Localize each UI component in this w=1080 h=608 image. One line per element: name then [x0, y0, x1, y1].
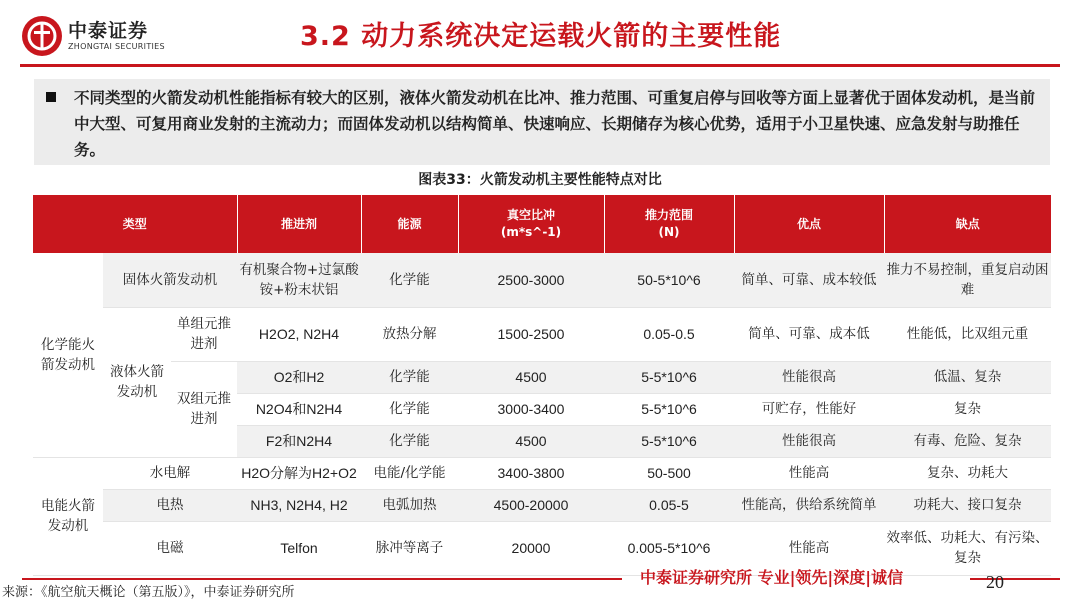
- cell-propellant: Telfon: [237, 521, 361, 575]
- cell-pros: 性能很高: [734, 425, 884, 457]
- footer-divider-right: [970, 578, 1060, 580]
- square-bullet-icon: [46, 92, 56, 102]
- cell-pros: 简单、可靠、成本较低: [734, 253, 884, 307]
- cell-pros: 可贮存，性能好: [734, 393, 884, 425]
- cell-thrust: 5-5*10^6: [604, 393, 734, 425]
- cell-isp: 3000-3400: [458, 393, 604, 425]
- table-row: [33, 361, 1051, 393]
- group-liquid: 液体火箭发动机: [103, 307, 171, 457]
- cell-thrust: 5-5*10^6: [604, 425, 734, 457]
- header-type: 类型: [33, 195, 237, 253]
- header-cons: 缺点: [884, 195, 1051, 253]
- footer-divider-left: [22, 578, 622, 580]
- table-header-row: [33, 195, 1051, 253]
- group-bipropellant: 双组元推进剂: [171, 361, 237, 457]
- cell-isp: 3400-3800: [458, 457, 604, 489]
- cell-isp: 1500-2500: [458, 307, 604, 361]
- table-row: [33, 457, 1051, 489]
- header-propellant: 推进剂: [237, 195, 361, 253]
- table-row: [33, 521, 1051, 575]
- cell-isp: 4500: [458, 361, 604, 393]
- table-row: [33, 253, 1051, 307]
- cell-thrust: 0.005-5*10^6: [604, 521, 734, 575]
- cell-pros: 性能高: [734, 521, 884, 575]
- cell-thrust: 50-5*10^6: [604, 253, 734, 307]
- cell-type: 固体火箭发动机: [103, 253, 237, 307]
- table-row: [33, 489, 1051, 521]
- cell-propellant: NH3, N2H4, H2: [237, 489, 361, 521]
- group-electric: 电能火箭发动机: [33, 457, 103, 575]
- cell-propellant: N2O4和N2H4: [237, 393, 361, 425]
- table-row: [33, 307, 1051, 361]
- cell-pros: 性能很高: [734, 361, 884, 393]
- cell-thrust: 0.05-0.5: [604, 307, 734, 361]
- logo-english-name: ZHONGTAI SECURITIES: [68, 42, 165, 51]
- cell-energy: 脉冲等离子: [361, 521, 458, 575]
- cell-energy: 化学能: [361, 393, 458, 425]
- source-note: 来源：《航空航天概论（第五版）》，中泰证券研究所: [2, 585, 295, 600]
- cell-isp: 20000: [458, 521, 604, 575]
- cell-propellant: H2O分解为H2+O2: [237, 457, 361, 489]
- cell-pros: 性能高，供给系统简单: [734, 489, 884, 521]
- slide-title: 3.2 动力系统决定运载火箭的主要性能: [300, 21, 782, 52]
- cell-isp: 4500-20000: [458, 489, 604, 521]
- cell-type: 水电解: [103, 457, 237, 489]
- cell-pros: 性能高: [734, 457, 884, 489]
- header-isp: 真空比冲 (m*s^-1): [458, 195, 604, 253]
- cell-thrust: 50-500: [604, 457, 734, 489]
- cell-propellant: F2和N2H4: [237, 425, 361, 457]
- cell-cons: 有毒、危险、复杂: [884, 425, 1051, 457]
- header-energy: 能源: [361, 195, 458, 253]
- cell-cons: 效率低、功耗大、有污染、复杂: [884, 521, 1051, 575]
- cell-cons: 复杂: [884, 393, 1051, 425]
- cell-pros: 简单、可靠、成本低: [734, 307, 884, 361]
- cell-energy: 化学能: [361, 361, 458, 393]
- cell-cons: 低温、复杂: [884, 361, 1051, 393]
- table-caption: 图表33：火箭发动机主要性能特点对比: [418, 172, 662, 188]
- cell-cons: 推力不易控制，重复启动困难: [884, 253, 1051, 307]
- cell-energy: 电能/化学能: [361, 457, 458, 489]
- cell-type: 电热: [103, 489, 237, 521]
- cell-cons: 复杂、功耗大: [884, 457, 1051, 489]
- header-pros: 优点: [734, 195, 884, 253]
- footer-brand: 中泰证券研究所 专业|领先|深度|诚信: [640, 568, 904, 587]
- cell-isp: 2500-3000: [458, 253, 604, 307]
- cell-energy: 化学能: [361, 253, 458, 307]
- cell-propellant: H2O2, N2H4: [237, 307, 361, 361]
- company-logo: [22, 16, 165, 56]
- cell-energy: 电弧加热: [361, 489, 458, 521]
- cell-type: 电磁: [103, 521, 237, 575]
- title-divider: [20, 64, 1060, 67]
- cell-propellant: O2和H2: [237, 361, 361, 393]
- logo-chinese-name: 中泰证券: [68, 20, 149, 42]
- cell-energy: 放热分解: [361, 307, 458, 361]
- cell-cons: 功耗大、接口复杂: [884, 489, 1051, 521]
- cell-thrust: 0.05-5: [604, 489, 734, 521]
- cell-isp: 4500: [458, 425, 604, 457]
- header-thrust: 推力范围 (N): [604, 195, 734, 253]
- page-number: 20: [986, 572, 1004, 592]
- cell-propellant: 有机聚合物+过氯酸铵+粉末状铝: [237, 253, 361, 307]
- zhongtai-logo-icon: [22, 16, 62, 56]
- group-chemical: 化学能火箭发动机: [33, 253, 103, 457]
- summary-box: [34, 79, 1050, 165]
- summary-text: 不同类型的火箭发动机性能指标有较大的区别，液体火箭发动机在比冲、推力范围、可重复启停与回收等方面上显著优于固体发动机，是当前中大型、可复用商业发射的主流动力；而固体发动机以结构简单、快速响应、长期储存为核心优势，适用于小卫星快速、应急发射与助推任务。: [74, 89, 1036, 159]
- cell-energy: 化学能: [361, 425, 458, 457]
- engine-comparison-table: [33, 195, 1051, 576]
- cell-thrust: 5-5*10^6: [604, 361, 734, 393]
- cell-cons: 性能低，比双组元重: [884, 307, 1051, 361]
- group-monopropellant: 单组元推进剂: [171, 307, 237, 361]
